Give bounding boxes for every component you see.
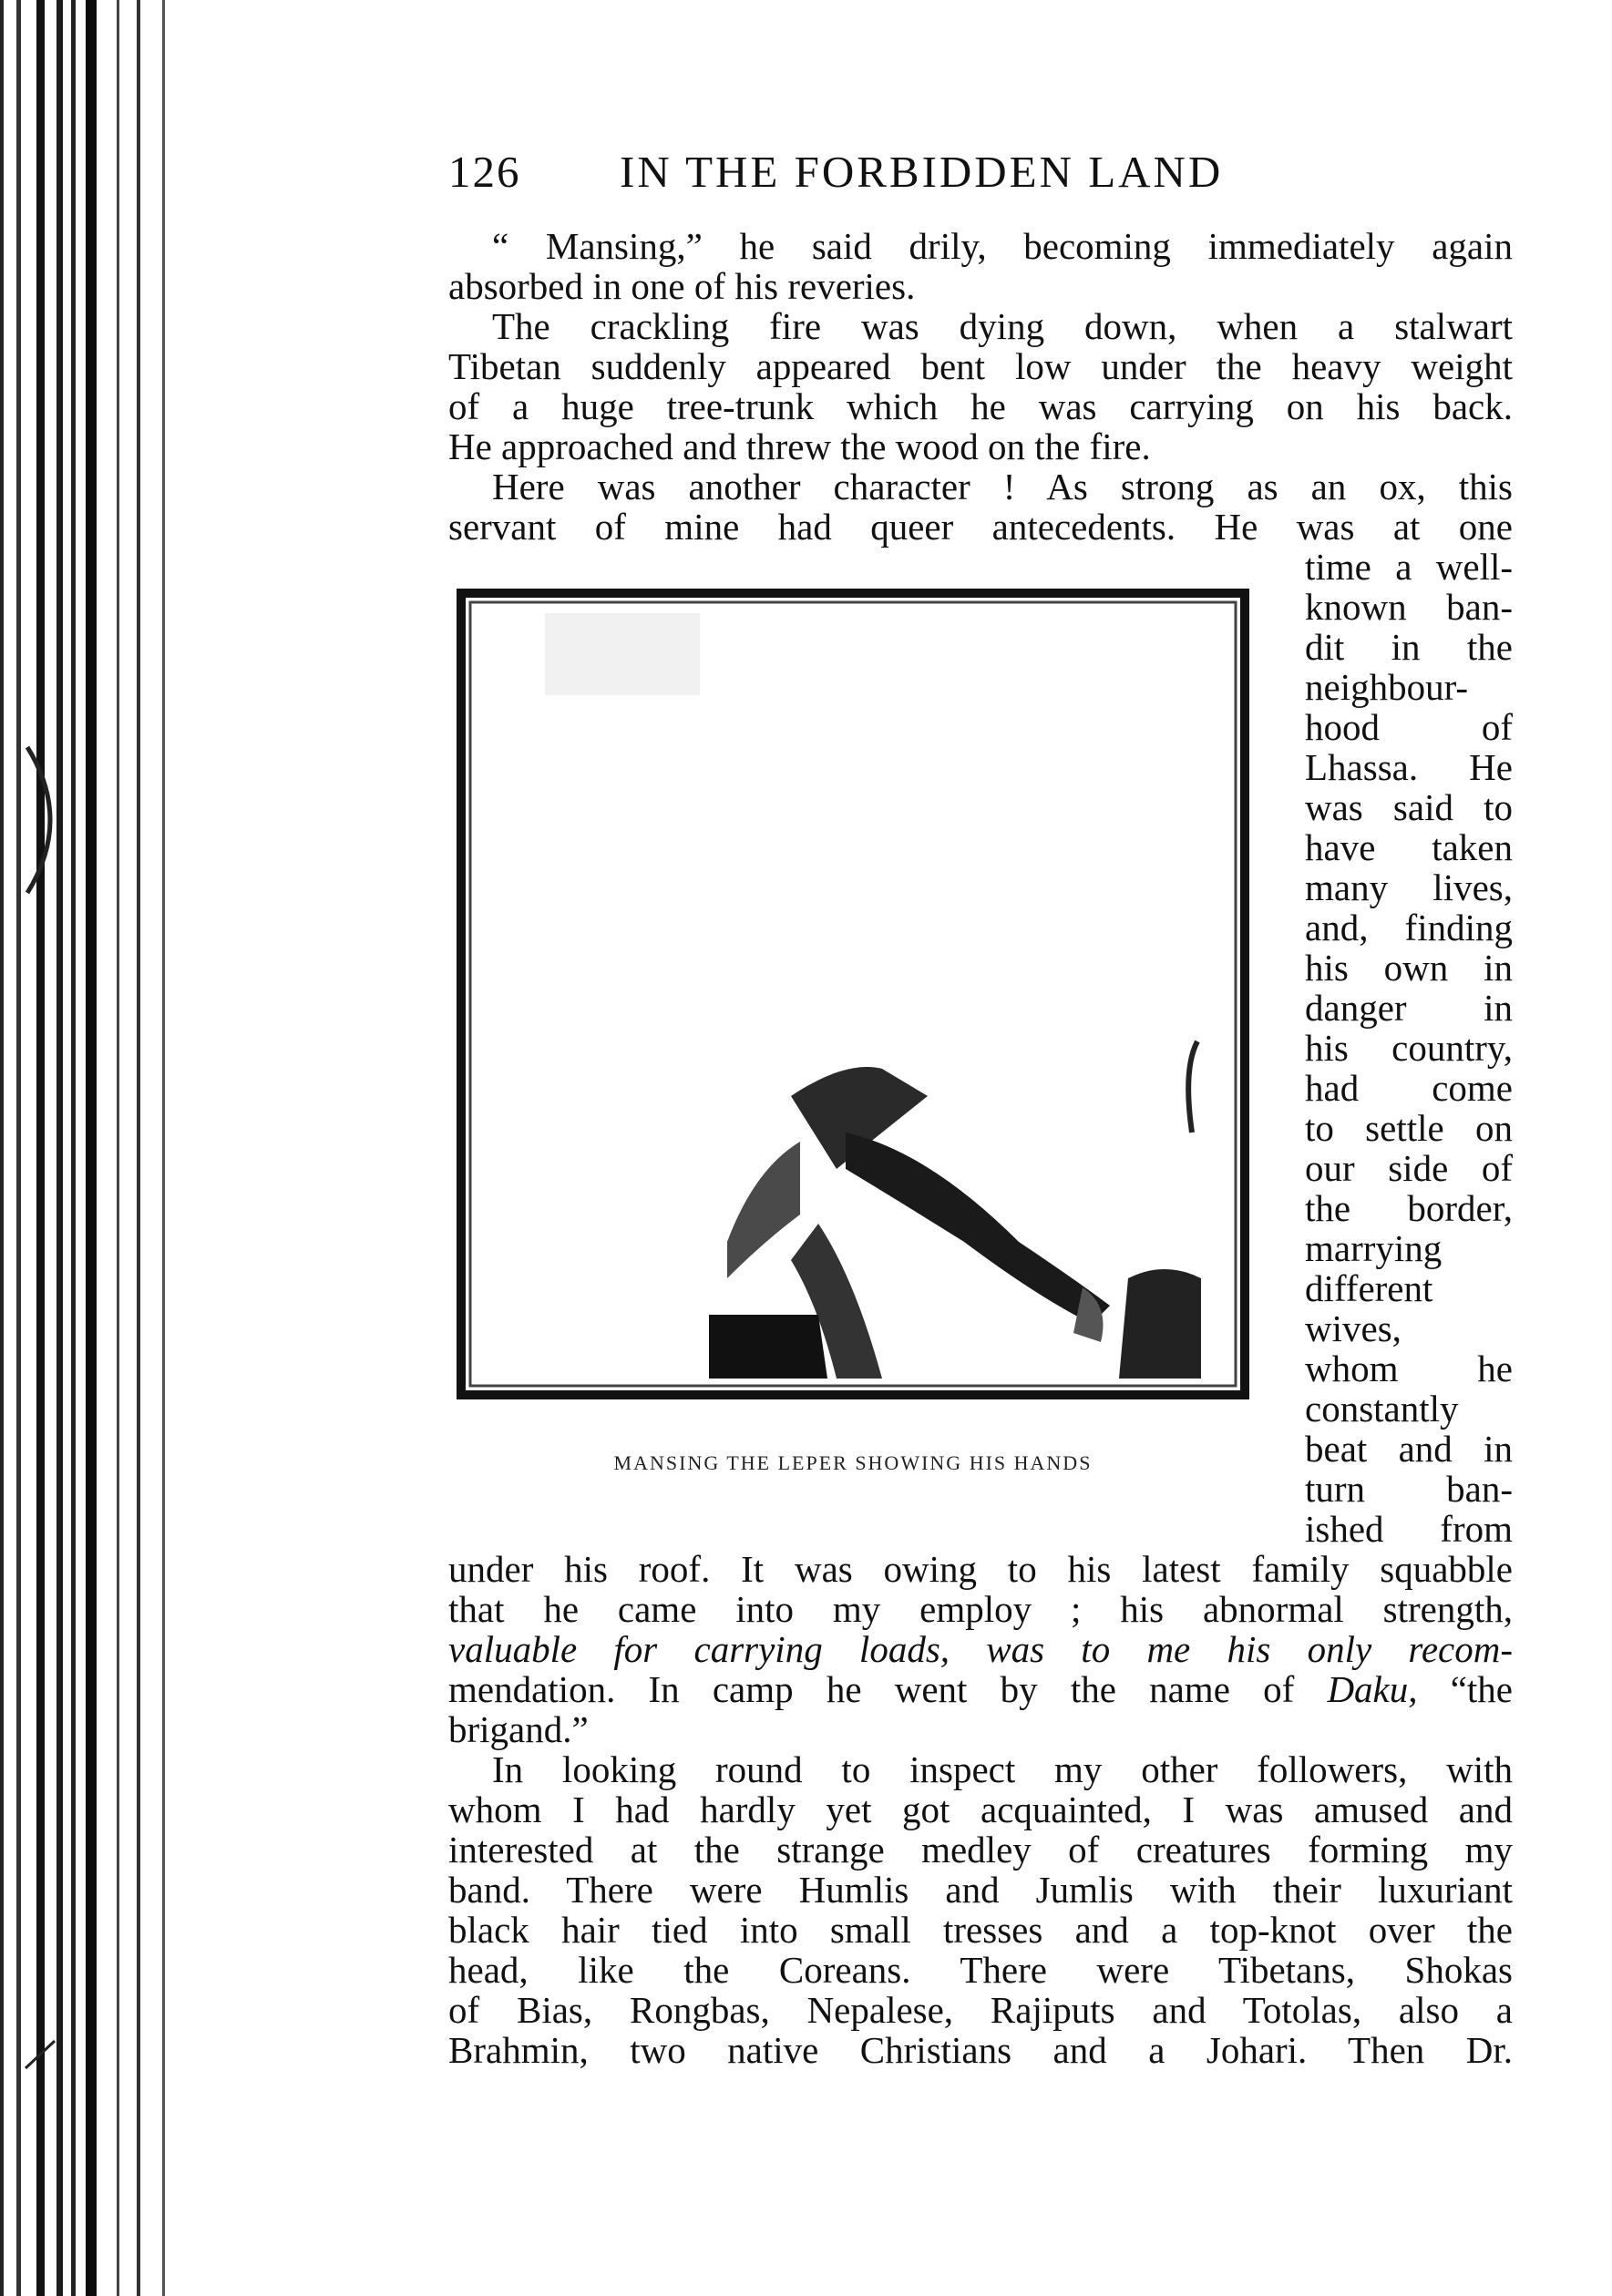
text-line: to settle on (1305, 1107, 1513, 1149)
text-line: absorbed in one of his reveries. (448, 265, 916, 307)
text-line: danger in (1305, 987, 1513, 1029)
text-line: beat and in (1305, 1428, 1513, 1470)
text-line (448, 1669, 1513, 1709)
text-line: black hair tied into small tresses and a top-knot over the (448, 1909, 1513, 1951)
book-binding-edge (0, 0, 182, 2296)
text-line: Here was another character ! As strong as an ox, this (492, 466, 1513, 507)
page-number: 126 (448, 147, 521, 197)
text-line: known ban- (1305, 586, 1513, 628)
italic-term: Daku, (1327, 1668, 1418, 1710)
text-line: his country, (1305, 1027, 1513, 1069)
text-line: of a huge tree-trunk which he was carrying on his back. (448, 385, 1513, 427)
text-segment: “the (1417, 1668, 1513, 1710)
text-line: valuable for carrying loads, was to me his only recom- (448, 1628, 1513, 1670)
text-line: Brahmin, two native Christians and a Johari. Then Dr. (448, 2029, 1513, 2071)
text-line: have taken (1305, 826, 1513, 868)
text-line: He approached and threw the wood on the fire. (448, 425, 1151, 467)
running-header (448, 146, 1341, 210)
text-line: servant of mine had queer antecedents. He was at one (448, 506, 1513, 548)
text-line: whom he (1305, 1348, 1513, 1389)
text-line: head, like the Coreans. There were Tibetans, Shokas (448, 1949, 1513, 1991)
text-line: different (1305, 1267, 1433, 1309)
photo-caption: MANSING THE LEPER SHOWING HIS HANDS (613, 1451, 1093, 1474)
text-line: ished from (1305, 1508, 1513, 1550)
text-line: had come (1305, 1067, 1513, 1109)
text-line: “ Mansing,” he said drily, becoming immediately again (492, 225, 1513, 267)
text-line: was said to (1305, 786, 1513, 828)
text-line: interested at the strange medley of creatures forming my (448, 1829, 1513, 1871)
photograph-mansing-hands (454, 586, 1252, 1402)
text-line: hood of (1305, 706, 1513, 748)
text-line: that he came into my employ ; his abnormal strength, (448, 1588, 1513, 1630)
text-line: neighbour- (1305, 666, 1469, 708)
text-line: Tibetan suddenly appeared bent low under the heavy weight (448, 345, 1513, 387)
text-line: our side of (1305, 1147, 1513, 1189)
running-title: IN THE FORBIDDEN LAND (620, 147, 1224, 197)
text-line: his own in (1305, 947, 1513, 989)
text-line: of Bias, Rongbas, Nepalese, Rajiputs and Totolas, also a (448, 1989, 1513, 2031)
text-segment: mendation. In camp he went by the name of (448, 1668, 1328, 1710)
text-line: whom I had hardly yet got acquainted, I was amused and (448, 1789, 1513, 1830)
text-line: band. There were Humlis and Jumlis with their luxuriant (448, 1869, 1513, 1911)
text-line: constantly (1305, 1388, 1459, 1430)
text-line: turn ban- (1305, 1468, 1513, 1510)
text-line: The crackling fire was dying down, when a stalwart (492, 305, 1513, 347)
text-line: brigand.” (448, 1708, 589, 1750)
text-line: wives, (1305, 1307, 1402, 1349)
text-line: many lives, (1305, 866, 1513, 908)
text-line: In looking round to inspect my other followers, with (492, 1748, 1513, 1790)
text-line: marrying (1305, 1227, 1443, 1269)
text-line: the border, (1305, 1187, 1513, 1229)
text-line: time a well- (1305, 546, 1513, 588)
text-line: Lhassa. He (1305, 746, 1513, 788)
text-line: under his roof. It was owing to his latest family squabble (448, 1548, 1513, 1590)
text-line: dit in the (1305, 626, 1513, 668)
text-line: and, finding (1305, 907, 1513, 948)
